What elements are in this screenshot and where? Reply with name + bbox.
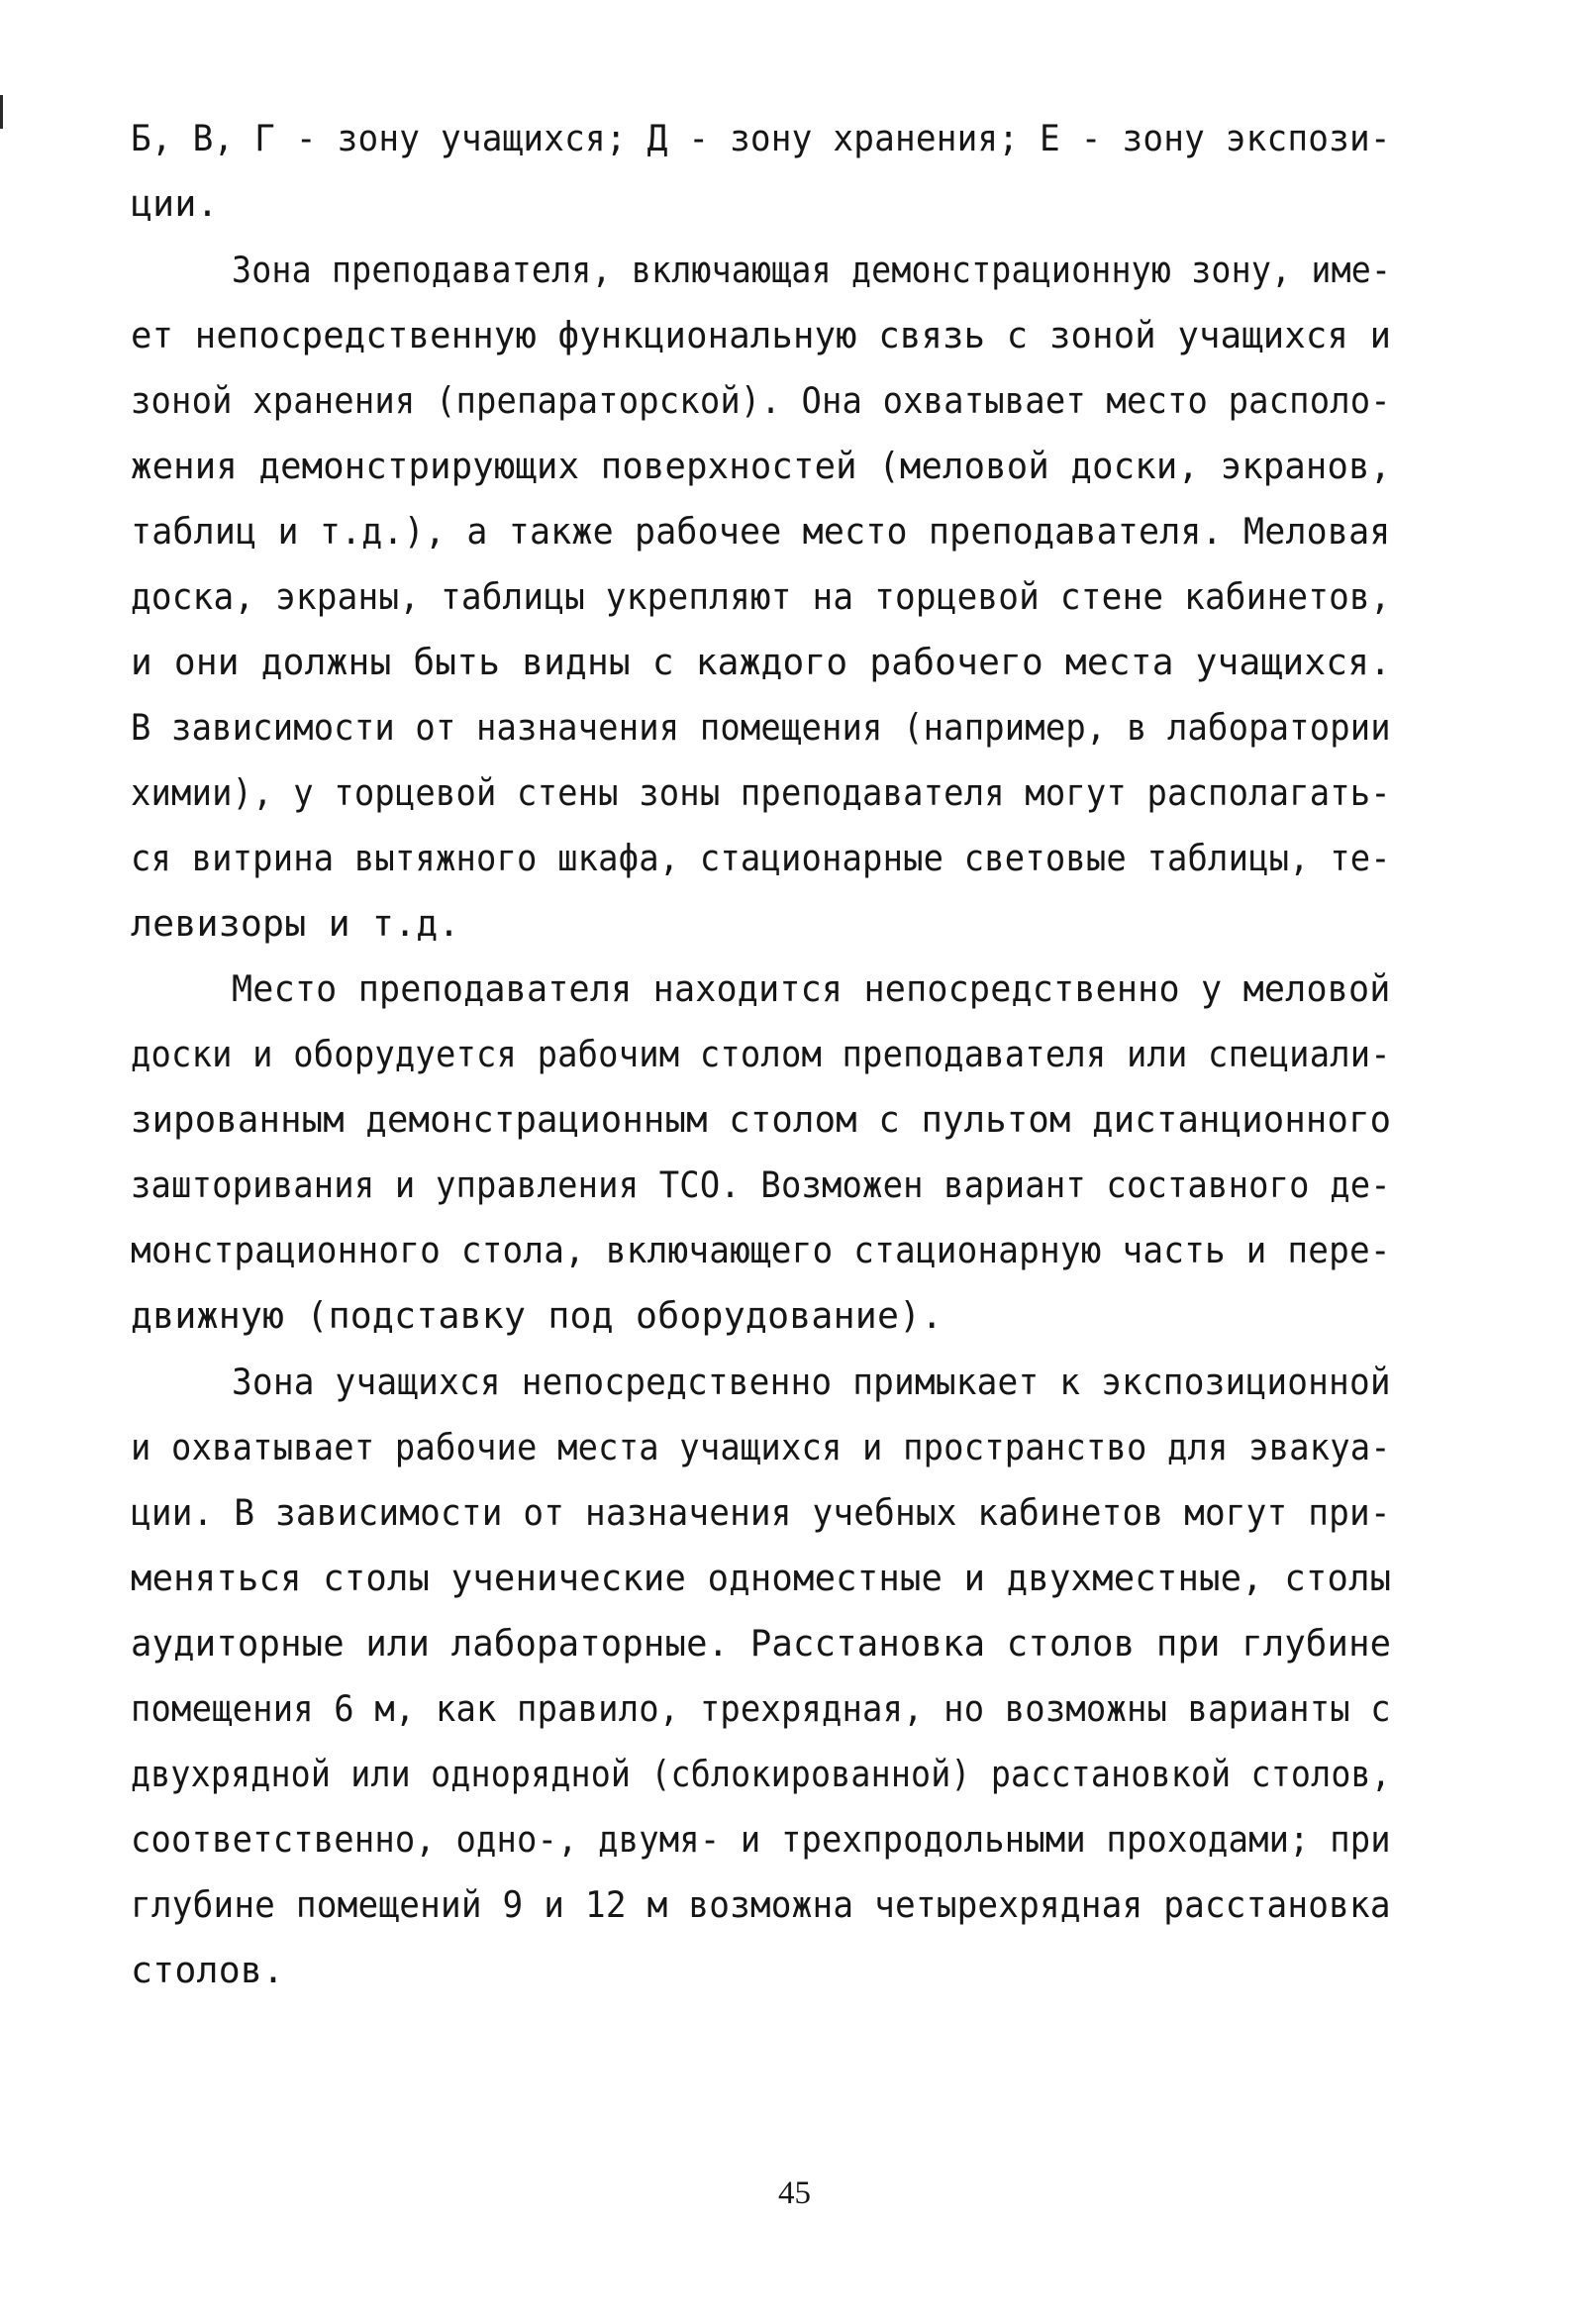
text-line: глубине помещений 9 и 12 м возможна четырехрядная расстановка xyxy=(131,1883,1391,1926)
text-line: ции. В зависимости от назначения учебных кабинетов могут при- xyxy=(131,1491,1391,1534)
text-line: Место преподавателя находится непосредственно у меловой xyxy=(232,967,1391,1010)
text-line: зированным демонстрационным столом с пультом дистанционного xyxy=(131,1098,1392,1141)
text-line: ции. xyxy=(131,182,219,225)
text-line: монстрационного стола, включающего стационарную часть и пере- xyxy=(131,1229,1391,1271)
text-line: зоной хранения (препараторской). Она охватывает место располо- xyxy=(131,379,1391,422)
text-line: соответственно, одно-, двумя- и трехпродольными проходами; при xyxy=(131,1818,1391,1861)
text-line: ет непосредственную функциональную связь с зоной учащихся и xyxy=(131,314,1392,356)
text-line: ся витрина вытяжного шкафа, стационарные световые таблицы, те- xyxy=(131,837,1391,879)
text-line: Зона учащихся непосредственно примыкает к экспозиционной xyxy=(232,1361,1391,1403)
text-line: столов. xyxy=(131,1949,285,1991)
text-line: меняться столы ученические одноместные и двухместные, столы xyxy=(131,1557,1392,1599)
text-line: аудиторные или лабораторные. Расстановка столов при глубине xyxy=(131,1622,1392,1665)
text-line: химии), у торцевой стены зоны преподавателя могут располагать- xyxy=(131,771,1391,814)
text-line: и они должны быть видны с каждого рабочего места учащихся. xyxy=(131,641,1392,683)
text-line: В зависимости от назначения помещения (например, в лаборатории xyxy=(131,706,1391,749)
text-line: доски и оборудуется рабочим столом преподавателя или специали- xyxy=(131,1033,1391,1075)
text-line: и охватывает рабочие места учащихся и пространство для эвакуа- xyxy=(131,1426,1391,1468)
text-line: левизоры и т.д. xyxy=(131,902,460,945)
text-line: Зона преподавателя, включающая демонстрационную зону, име- xyxy=(232,249,1392,291)
scan-edge-mark xyxy=(0,95,3,129)
text-line: движную (подставку под оборудование). xyxy=(131,1294,943,1337)
text-line: доска, экраны, таблицы укрепляют на торцевой стене кабинетов, xyxy=(131,575,1391,618)
text-line: жения демонстрирующих поверхностей (меловой доски, экранов, xyxy=(131,445,1392,487)
text-line: Б, В, Г - зону учащихся; Д - зону хранения; Е - зону экспози- xyxy=(131,117,1391,159)
text-line: помещения 6 м, как правило, трехрядная, но возможны варианты с xyxy=(131,1687,1391,1730)
text-line: таблиц и т.д.), а также рабочее место преподавателя. Меловая xyxy=(131,510,1391,553)
text-line: двухрядной или однорядной (сблокированной) расстановкой столов, xyxy=(131,1753,1391,1795)
text-line: зашторивания и управления ТСО. Возможен вариант составного де- xyxy=(131,1163,1391,1206)
page-number: 45 xyxy=(778,2175,811,2211)
